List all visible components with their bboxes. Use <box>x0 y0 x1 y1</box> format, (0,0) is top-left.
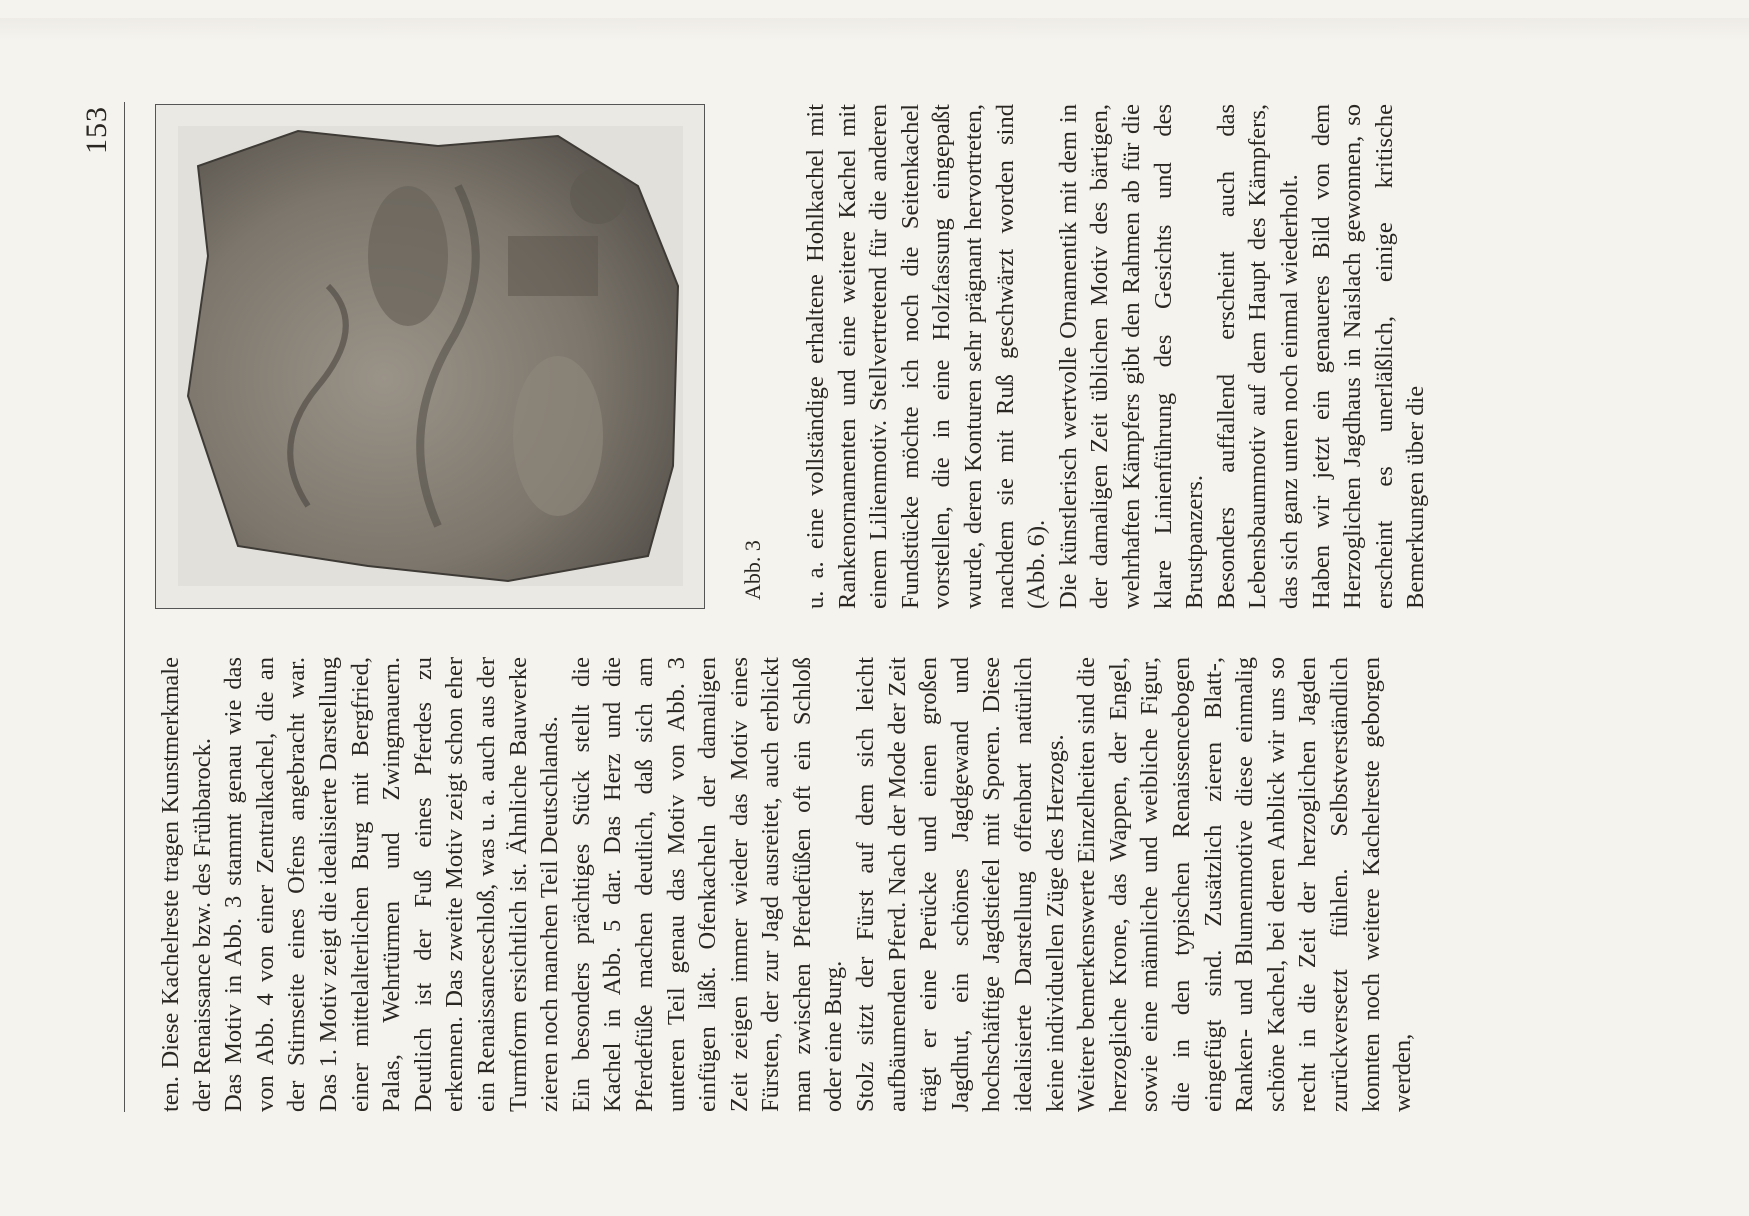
paragraph: Die künstlerisch wertvolle Ornamentik mit dem in der damaligen Zeit üblichen Motiv des bärtigen, wehrhaften Kämpfers gibt den Rahmen ab für die klare Linienführung des Gesichts und des Brustpanzers. <box>1054 104 1209 609</box>
paragraph: u. a. eine vollständige erhaltene Hohlkachel mit Rankenornamenten und eine weitere Kachel mit einem Lilienmotiv. Stellvertretend für die anderen Fundstücke möchte ich noch die Seitenkachel vorstellen, die in eine Holzfassung eingepaßt wurde, deren Konturen sehr prägnant hervortreten, nachdem sie mit Ruß geschwärzt worden sind (Abb. 6). <box>802 104 1051 609</box>
paragraph: Weitere bemerkenswerte Einzelheiten sind die herzogliche Krone, das Wappen, der Engel, sowie eine männliche und weibliche Figur, die in den typischen Renaissencebogen eingefügt sind. Zusätzlich zieren Blatt-, Ranken- und Blumenmotive diese einmalig schöne Kachel, bei deren Anblick wir uns so recht in die Zeit der herzoglichen Jagden zurückversetzt fühlen. Selbstverständlich konnten noch weitere Kachelreste geborgen werden, <box>1073 657 1417 1112</box>
paragraph: Das Motiv in Abb. 3 stammt genau wie das von Abb. 4 von einer Zentralkachel, die an der Stirnseite eines Ofens angebracht war. Das 1. Motiv zeigt die idealisierte Darstellung einer mittelalterlichen Burg mit Bergfried, Palas, Wehrtürmen und Zwingmauern. Deutlich ist der Fuß eines Pferdes zu erkennen. Das zweite Motiv zeigt schon eher ein Renaissanceschloß, was u. a. auch aus der Turmform ersichtlich ist. Ähnliche Bauwerke zieren noch manchen Teil Deutschlands. <box>220 657 564 1112</box>
paragraph: Ein besonders prächtiges Stück stellt die Kachel in Abb. 5 dar. Das Herz und die Pferdefüße machen deutlich, daß sich am unteren Teil genau das Motiv von Abb. 3 einfügen läßt. Ofenkacheln der damaligen Zeit zeigen immer wieder das Motiv eines Fürsten, der zur Jagd ausreitet, auch erblickt man zwischen Pferdefüßen oft ein Schloß oder eine Burg. <box>567 657 848 1112</box>
text-column-left <box>155 657 1419 1112</box>
paragraph: ten. Diese Kachelreste tragen Kunstmerkmale der Renaissance bzw. des Frühbarock. <box>157 657 216 1112</box>
text-column-right <box>800 104 1432 609</box>
page-edge-shading <box>0 18 1749 40</box>
header-rule <box>124 102 125 1112</box>
tile-fragment-photo <box>178 126 683 586</box>
figure-abb-3 <box>155 104 705 609</box>
paragraph: Besonders auffallend erscheint auch das Lebensbaummotiv auf dem Haupt des Kämpfers, das sich ganz unten noch einmal wiederholt. <box>1212 104 1303 609</box>
page-number: 153 <box>80 106 113 154</box>
figure-caption: Abb. 3 <box>740 540 765 600</box>
paragraph: Stolz sitzt der Fürst auf dem sich leicht aufbäumenden Pferd. Nach der Mode der Zeit trägt er eine Perücke und einen großen Jagdhut, ein schönes Jagdgewand und hochschäftige Jagdstiefel mit Sporen. Diese idealisierte Darstellung offenbart natürlich keine individuellen Züge des Herzogs. <box>852 657 1069 1112</box>
paragraph: Haben wir jetzt ein genaueres Bild von dem Herzoglichen Jagdhaus in Naislach gewonnen, so erscheint es unerläßlich, einige kritische Bemerkungen über die <box>1307 104 1430 609</box>
